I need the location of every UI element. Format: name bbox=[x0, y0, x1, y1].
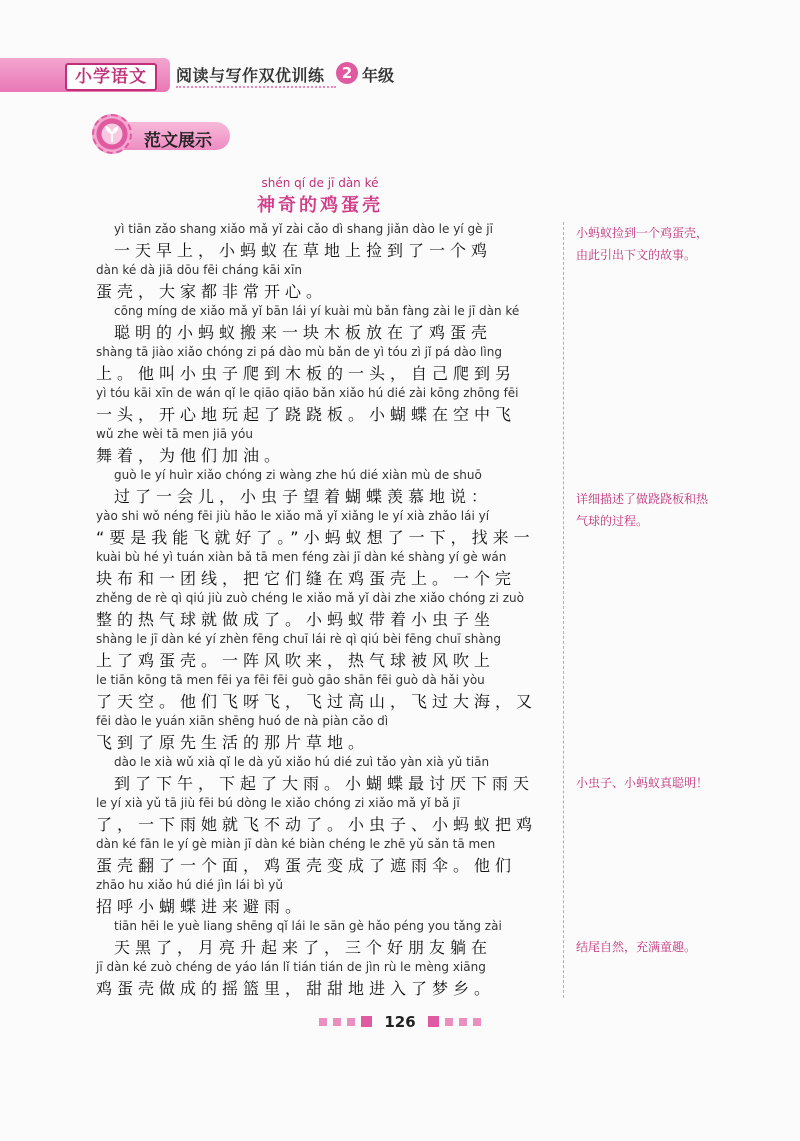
margin-note: 结尾自然，充满童趣。 bbox=[576, 940, 697, 954]
series-title: 阅读与写作双优训练 bbox=[176, 66, 325, 85]
header-dotted-rule bbox=[176, 86, 336, 88]
text-line: yì tóu kāi xīn de wán qǐ le qiāo qiāo bǎn xiǎo hú dié zài kōng zhōng fēi 一头，开心地玩起了跷跷板。小蝴蝶在空中飞 bbox=[96, 386, 519, 424]
decor-square bbox=[347, 1018, 355, 1026]
text-line: le yí xià yǔ tā jiù fēi bú dòng le xiǎo chóng zi xiǎo mǎ yǐ bǎ jī 了，一下雨她就飞不动了。小虫子、小蚂蚁把鸡 bbox=[96, 796, 538, 834]
title-pinyin: shén qí de jī dàn ké bbox=[261, 176, 379, 190]
story-body bbox=[96, 218, 556, 997]
decor-square bbox=[361, 1016, 372, 1027]
grade-label: 年级 bbox=[362, 66, 395, 85]
text-line: dàn ké fān le yí gè miàn jī dàn ké biàn chéng le zhē yǔ sǎn tā men 蛋壳翻了一个面，鸡蛋壳变成了遮雨伞。他们 bbox=[96, 837, 517, 875]
decor-square bbox=[333, 1018, 341, 1026]
text-line: shàng le jī dàn ké yí zhèn fēng chuī lái rè qì qiú bèi fēng chuī shàng 上了鸡蛋壳。一阵风吹来，热气球被风吹上 bbox=[96, 632, 501, 670]
margin-note: 小蚂蚁捡到一个鸡蛋壳，由此引出下文的故事。 bbox=[576, 226, 709, 262]
margin-note: 详细描述了做跷跷板和热气球的过程。 bbox=[576, 492, 709, 528]
text-line: kuài bù hé yì tuán xiàn bǎ tā men féng zài jī dàn ké shàng yí gè wán 块布和一团线，把它们缝在鸡蛋壳上。一个完 bbox=[96, 550, 517, 588]
text-line: guò le yí huìr xiǎo chóng zi wàng zhe hú dié xiàn mù de shuō 过了一会儿，小虫子望着蝴蝶羡慕地说： bbox=[114, 468, 493, 506]
margin-note: 小虫子、小蚂蚁真聪明！ bbox=[576, 776, 709, 790]
page-header bbox=[0, 55, 560, 95]
text-line: wǔ zhe wèi tā men jiā yóu 舞着，为他们加油。 bbox=[96, 427, 286, 465]
text-line: zhěng de rè qì qiú jiù zuò chéng le xiǎo mǎ yǐ dài zhe xiǎo chóng zi zuò 整的热气球就做成了。小蚂蚁带着小虫子坐 bbox=[96, 591, 524, 629]
text-line: jī dàn ké zuò chéng de yáo lán lǐ tián tián de jìn rù le mèng xiāng 鸡蛋壳做成的摇篮里，甜甜地进入了梦乡。 bbox=[96, 960, 496, 998]
text-line: dàn ké dà jiā dōu fēi cháng kāi xīn 蛋壳，大家都非常开心。 bbox=[96, 263, 328, 301]
section-label: 范文展示 bbox=[144, 131, 212, 151]
text-line: cōng míng de xiǎo mǎ yǐ bān lái yí kuài mù bǎn fàng zài le jī dàn ké 聪明的小蚂蚁搬来一块木板放在了鸡蛋壳 bbox=[114, 304, 520, 342]
text-line: dào le xià wǔ xià qǐ le dà yǔ xiǎo hú dié zuì tǎo yàn xià yǔ tiān 到了下午，下起了大雨。小蝴蝶最讨厌下雨天 bbox=[114, 755, 535, 793]
page-number: 126 bbox=[384, 1012, 416, 1031]
grade-number-badge: 2 bbox=[336, 62, 358, 84]
text-line: yì tiān zǎo shang xiǎo mǎ yǐ zài cǎo dì shang jiǎn dào le yí gè jī 一天早上，小蚂蚁在草地上捡到了一个鸡 bbox=[114, 222, 493, 260]
decor-square bbox=[319, 1018, 327, 1026]
decor-square bbox=[459, 1018, 467, 1026]
text-line: zhāo hu xiǎo hú dié jìn lái bì yǔ 招呼小蝴蝶进来避雨。 bbox=[96, 878, 307, 916]
decor-square bbox=[428, 1016, 439, 1027]
text-line: shàng tā jiào xiǎo chóng zi pá dào mù bǎn de yì tóu zì jǐ pá dào lìng 上。他叫小虫子爬到木板的一头，自己爬到另 bbox=[96, 345, 517, 383]
text-line: tiān hēi le yuè liang shēng qǐ lái le sān gè hǎo péng you tǎng zài 天黑了，月亮升起来了，三个好朋友躺在 bbox=[114, 919, 502, 957]
flower-badge-icon bbox=[92, 114, 132, 154]
decor-square bbox=[445, 1018, 453, 1026]
page-footer bbox=[0, 1012, 800, 1031]
text-line: fēi dào le yuán xiān shēng huó de nà piàn cǎo dì 飞到了原先生活的那片草地。 bbox=[96, 714, 389, 752]
subject-label: 小学语文 bbox=[65, 63, 157, 91]
text-line: yào shi wǒ néng fēi jiù hǎo le xiǎo mǎ yǐ xiǎng le yí xià zhǎo lái yí “要是我能飞就好了。”小蚂蚁想了一下，找来一 bbox=[96, 509, 535, 547]
section-badge bbox=[92, 114, 232, 156]
story-title: 神奇的鸡蛋壳 bbox=[257, 195, 383, 216]
margin-divider bbox=[563, 222, 564, 998]
text-line: le tiān kōng tā men fēi ya fēi fēi guò gāo shān fēi guò dà hǎi yòu 了天空。他们飞呀飞，飞过高山，飞过大海，又 bbox=[96, 673, 538, 711]
decor-square bbox=[473, 1018, 481, 1026]
